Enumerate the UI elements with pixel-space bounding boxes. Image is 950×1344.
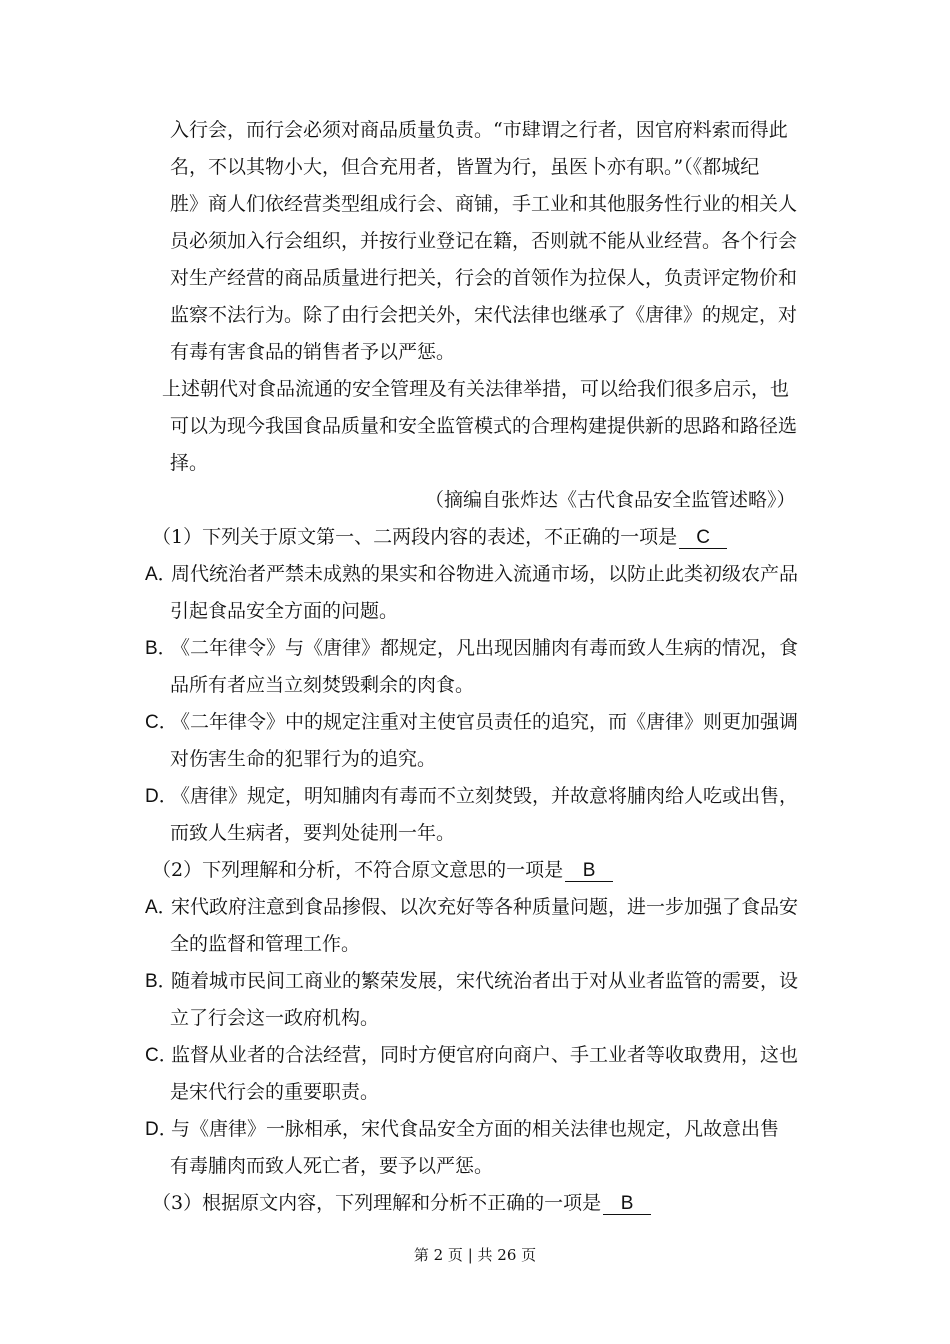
passage-line: 对生产经营的商品质量进行把关，行会的首领作为拉保人，负责评定物价和 — [170, 267, 798, 289]
answer-blank: C — [679, 528, 727, 549]
option-letter: B． — [145, 971, 177, 992]
option-text: 与《唐律》一脉相承，宋代食品安全方面的相关法律也规定，凡故意出售 — [171, 1118, 780, 1140]
option-b — [145, 636, 798, 661]
passage-line: 胜》商人们依经营类型组成行会、商铺，手工业和其他服务性行业的相关人 — [170, 193, 798, 215]
option-c — [145, 710, 798, 735]
option-text: 周代统治者严禁未成熟的果实和谷物进入流通市场，以防止此类初级农产品 — [171, 563, 799, 585]
option-letter: D． — [145, 1119, 178, 1140]
option-text: 《二年律令》中的规定注重对主使官员责任的追究，而《唐律》则更加强调 — [171, 711, 799, 733]
option-text: 监督从业者的合法经营，同时方便官府向商户、手工业者等收取费用，这也 — [171, 1044, 799, 1066]
option-text: 《唐律》规定，明知脯肉有毒而不立刻焚毁，并故意将脯肉给人吃或出售， — [171, 785, 799, 807]
passage-line: 有毒有害食品的销售者予以严惩。 — [170, 341, 456, 363]
answer-blank: B — [565, 861, 613, 882]
question-stem — [152, 858, 613, 882]
option-letter: C． — [145, 712, 178, 733]
passage-line: 入行会，而行会必须对商品质量负责。“市肆谓之行者，因官府料索而得此 — [170, 119, 788, 141]
option-letter: D． — [145, 786, 178, 807]
source-citation: （摘编自张炸达《古代食品安全监管述略》） — [425, 489, 796, 511]
option-text: 随着城市民间工商业的繁荣发展，宋代统治者出于对从业者监管的需要，设 — [171, 970, 799, 992]
option-text-cont: 有毒脯肉而致人死亡者，要予以严惩。 — [170, 1155, 494, 1177]
passage-line: 监察不法行为。除了由行会把关外，宋代法律也继承了《唐律》的规定，对 — [170, 304, 798, 326]
option-letter: B． — [145, 638, 177, 659]
closing-line: 可以为现今我国食品质量和安全监管模式的合理构建提供新的思路和路径选 — [170, 415, 798, 437]
option-b — [145, 969, 798, 994]
page-footer: 第 2 页 | 共 26 页 — [413, 1246, 537, 1264]
option-text: 宋代政府注意到食品掺假、以次充好等各种质量问题，进一步加强了食品安 — [171, 896, 799, 918]
option-text-cont: 立了行会这一政府机构。 — [170, 1007, 380, 1029]
passage-line: 名，不以其物小大，但合充用者，皆置为行，虽医卜亦有职。”（《都城纪 — [170, 156, 760, 178]
option-text-cont: 而致人生病者，要判处徒刑一年。 — [170, 822, 456, 844]
closing-line: 上述朝代对食品流通的安全管理及有关法律举措，可以给我们很多启示，也 — [162, 378, 790, 400]
option-a — [145, 562, 798, 587]
option-a — [145, 895, 798, 920]
question-text: （2）下列理解和分析，不符合原文意思的一项是 — [152, 859, 564, 881]
question-text: （1）下列关于原文第一、二两段内容的表述，不正确的一项是 — [152, 526, 678, 548]
option-c — [145, 1043, 798, 1068]
option-d — [145, 1117, 779, 1142]
option-text-cont: 全的监督和管理工作。 — [170, 933, 361, 955]
question-stem — [152, 525, 727, 549]
option-letter: A． — [145, 564, 177, 585]
option-text: 《二年律令》与《唐律》都规定，凡出现因脯肉有毒而致人生病的情况，食 — [171, 637, 799, 659]
passage-line: 员必须加入行会组织，并按行业登记在籍，否则就不能从业经营。各个行会 — [170, 230, 798, 252]
question-stem — [152, 1191, 651, 1215]
option-text-cont: 对伤害生命的犯罪行为的追究。 — [170, 748, 437, 770]
option-text-cont: 品所有者应当立刻焚毁剩余的肉食。 — [170, 674, 475, 696]
option-letter: A． — [145, 897, 177, 918]
closing-line: 择。 — [170, 452, 209, 474]
option-letter: C． — [145, 1045, 178, 1066]
option-text-cont: 引起食品安全方面的问题。 — [170, 600, 399, 622]
answer-blank: B — [603, 1194, 651, 1215]
option-d — [145, 784, 798, 809]
option-text-cont: 是宋代行会的重要职责。 — [170, 1081, 380, 1103]
question-text: （3）根据原文内容，下列理解和分析不正确的一项是 — [152, 1192, 602, 1214]
